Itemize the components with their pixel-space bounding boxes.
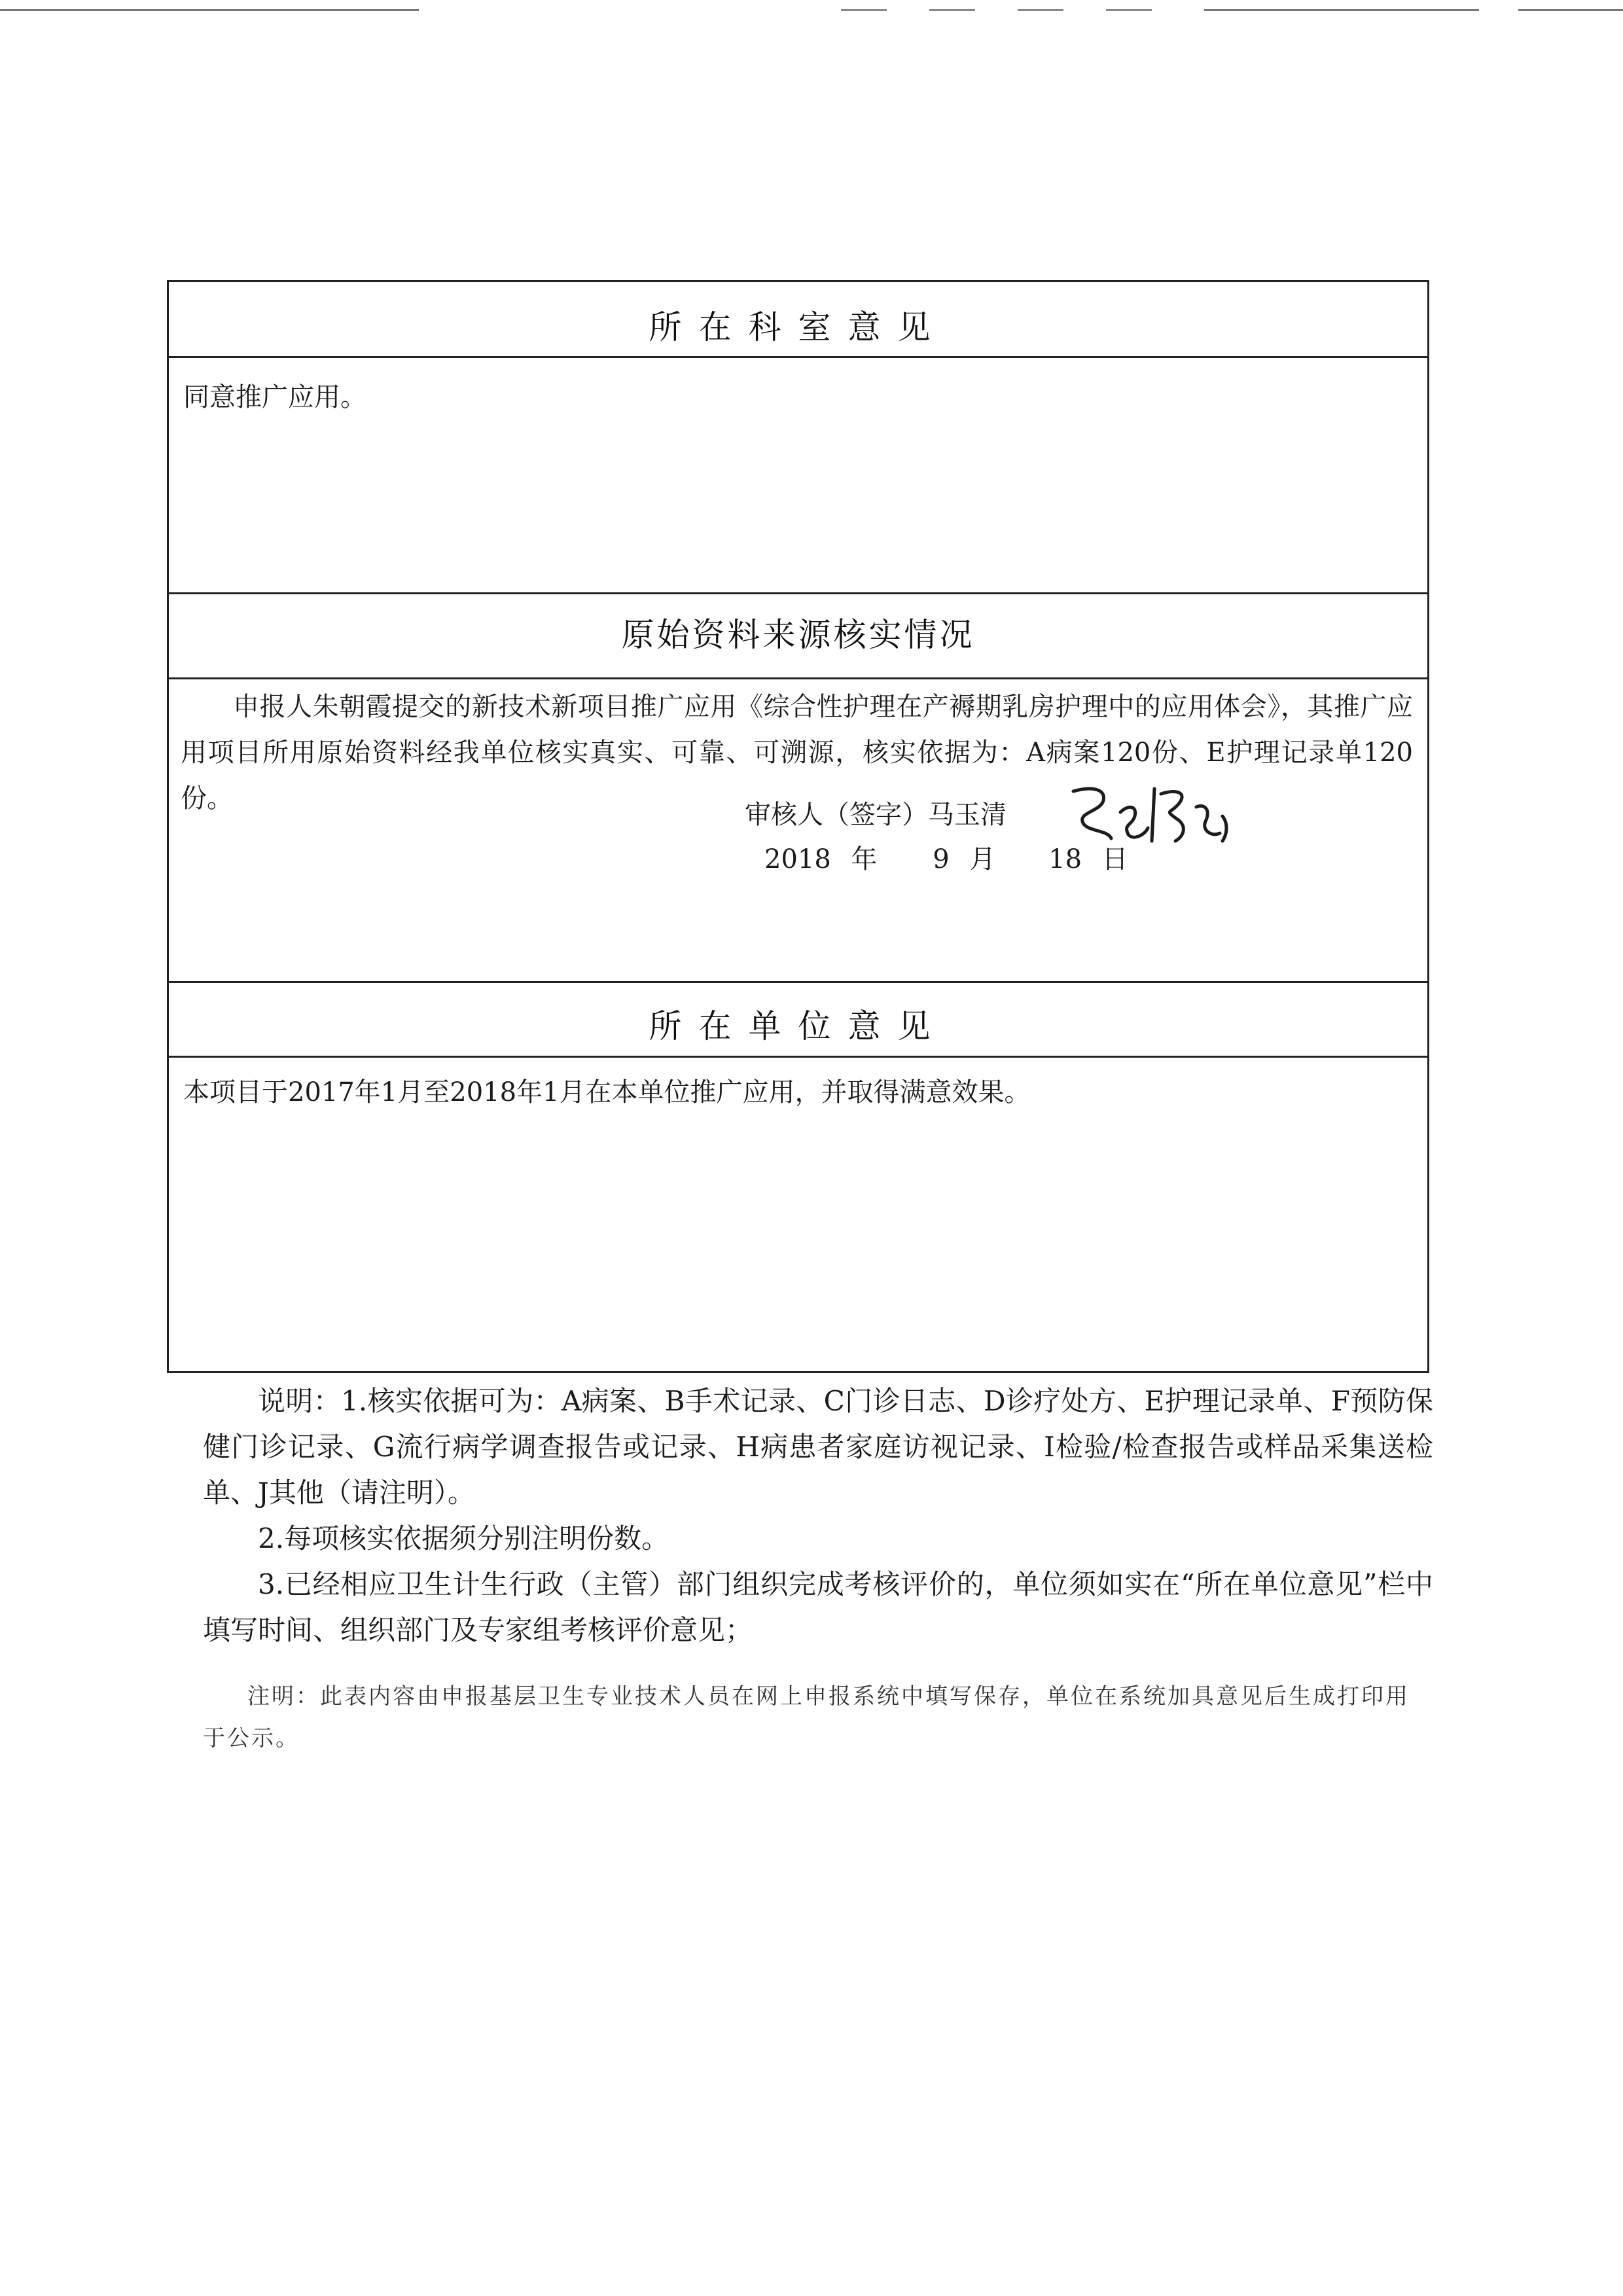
note-item-1: 说明：1.核实依据可为：A病案、B手术记录、C门诊日志、D诊疗处方、E护理记录单、F预防保健门诊记录、G流行病学调查报告或记录、H病患者家庭访视记录、I检验/检查报告或样品采集送检单、J其他（请注明）。 <box>203 1385 1433 1509</box>
scan-edge-line <box>1518 9 1623 11</box>
scan-edge-dash <box>1018 9 1063 11</box>
source-verification-heading: 原始资料来源核实情况 <box>621 616 975 654</box>
date-day: 18 <box>1048 844 1082 874</box>
footnote: 注明：此表内容由申报基层卫生专业技术人员在网上申报系统中填写保存，单位在系统加具意见后生成打印用于公示。 <box>203 1683 1410 1751</box>
scan-edge-dash <box>1106 9 1152 11</box>
source-verification-content: 申报人朱朝霞提交的新技术新项目推广应用《综合性护理在产褥期乳房护理中的应用体会》，其推广应用项目所用原始资料经我单位核实真实、可靠、可溯源，核实依据为：A病案120份、E护理记录单120份。 <box>181 692 1413 814</box>
row-divider <box>169 592 1427 594</box>
row-divider <box>169 1056 1427 1058</box>
unit-opinion-content: 本项目于2017年1月至2018年1月在本单位推广应用，并取得满意效果。 <box>183 1077 1031 1107</box>
scan-edge-dash <box>841 9 887 11</box>
scan-edge-line <box>0 9 419 11</box>
date-day-unit: 日 <box>1101 844 1128 874</box>
unit-opinion-heading: 所在单位意见 <box>649 1007 948 1045</box>
row-divider <box>169 356 1427 358</box>
date-year-unit: 年 <box>851 844 878 874</box>
scan-edge-line <box>1204 9 1479 11</box>
reviewer-label: 审核人（签字）马玉清 <box>745 800 1007 830</box>
note-item-3: 3.已经相应卫生计生行政（主管）部门组织完成考核评价的，单位须如实在“所在单位意见”栏中填写时间、组织部门及专家组考核评价意见； <box>203 1568 1433 1646</box>
opinion-form-table <box>167 280 1429 1373</box>
notes-block <box>203 1378 1433 1653</box>
verification-date <box>764 838 1128 876</box>
dept-opinion-content: 同意推广应用。 <box>183 382 366 412</box>
scan-edge-dash <box>929 9 975 11</box>
date-month: 9 <box>933 844 950 874</box>
date-year: 2018 <box>764 844 831 874</box>
row-divider <box>169 981 1427 983</box>
row-divider <box>169 677 1427 679</box>
note-item-2: 2.每项核实依据须分别注明份数。 <box>258 1522 669 1554</box>
dept-opinion-heading: 所在科室意见 <box>649 308 948 346</box>
date-month-unit: 月 <box>969 844 996 874</box>
